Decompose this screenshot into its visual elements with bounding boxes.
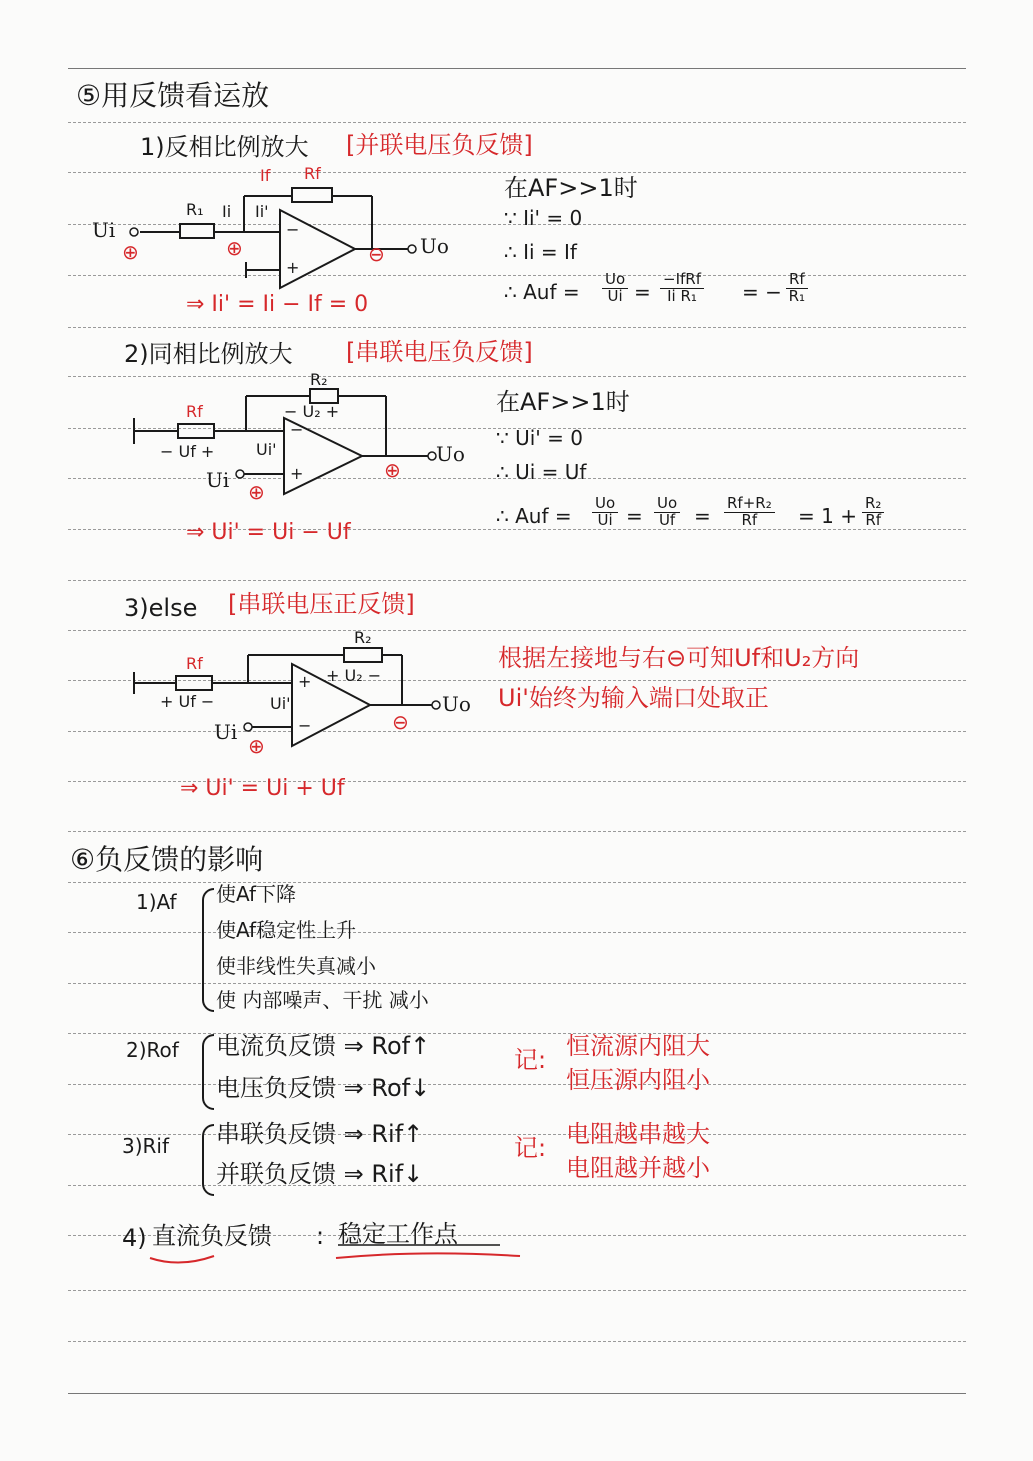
s2-r2-label: R₂ [310,370,328,389]
s2-condition: 在AF>>1时 [496,388,630,416]
s3-conclusion: ⇒ Ui' = Ui + Uf [180,776,345,801]
p3-note: 电阻越并越小 [566,1154,710,1182]
s2-minus-input: − [290,420,304,439]
s2-rf-resistor [178,424,214,438]
s2-fraction-1: $\frac{Uo}{Ui}$ [592,496,618,529]
s2-eq-1: = [626,504,643,528]
p1-brace [202,888,214,1012]
s3-ui-label: Ui [214,720,238,744]
s2-line2: ∴ Ui = Uf [496,460,587,484]
s1-line3-prefix: ∴ Auf = [504,280,580,304]
p1-item: 使Af下降 [216,882,297,906]
s1-title: 1)反相比例放大 [140,133,309,161]
s3-title: 3)else [124,594,198,622]
s3-r2-label: R₂ [354,628,372,647]
p4-stable-point: 稳定工作点 [338,1220,458,1248]
p1-label: 1)Af [136,890,177,914]
s3-uo-label: Uo [442,692,471,716]
s3-uf-label: + Uf − [160,692,215,711]
p2-label: 2)Rof [126,1038,179,1062]
underline-red [336,1253,520,1258]
s2-eq-3: = 1 + [798,504,857,528]
s3-feedback-tag: [串联电压正反馈] [228,590,415,618]
s1-ui-label: Ui [92,218,116,242]
s2-line1: ∵ Ui' = 0 [496,426,583,450]
s1-plus-input: + [286,258,300,277]
p2-item: 电流负反馈 ⇒ Rof↑ [216,1032,431,1060]
p3-memo: 记: [514,1134,547,1162]
s2-pos-mark: ⊕ [248,480,265,504]
s3-rf-resistor [176,676,212,690]
s2-title: 2)同相比例放大 [124,340,293,368]
s1-pos-mark: ⊕ [122,240,139,264]
p1-item: 使 内部噪声、干扰 减小 [216,988,429,1012]
p2-note: 恒压源内阻小 [566,1066,710,1094]
s1-minus-input: − [286,220,300,239]
s3-rf-label: Rf [186,654,203,673]
p3-note: 电阻越串越大 [566,1120,710,1148]
p2-memo: 记: [514,1046,547,1074]
s1-line2: ∴ Ii = If [504,240,577,264]
p3-brace [202,1124,214,1196]
s3-u2-label: + U₂ − [326,666,382,685]
s3-note-1: 根据左接地与右⊖可知Uf和U₂方向 [498,644,860,672]
s2-fraction-4: $\frac{\text{R₂}}{Rf}$ [862,496,884,529]
s3-note-2: Ui'始终为输入端口处取正 [498,684,769,712]
p2-item: 电压负反馈 ⇒ Rof↓ [216,1074,431,1102]
s2-eq-2: = [694,504,711,528]
s3-pos-mark: ⊕ [248,734,265,758]
p3-item: 串联负反馈 ⇒ Rif↑ [216,1120,424,1148]
s3-uip-label: Ui' [270,694,291,713]
s2-pos-mark-out: ⊕ [384,458,401,482]
s1-if-label: If [260,166,271,185]
p3-item: 并联负反馈 ⇒ Rif↓ [216,1160,424,1188]
underline-red [150,1256,214,1263]
s1-r1-label: R₁ [186,200,204,219]
s1-fraction-1: $\frac{Uo}{Ui}$ [602,272,628,305]
s1-fraction-3: $\frac{Rf}{\text{R₁}}$ [786,272,808,305]
s1-line1: ∵ Ii' = 0 [504,206,583,230]
s1-pos-mark-2: ⊕ [226,236,243,260]
s1-ii-label: Ii [222,202,232,221]
s1-eq-1: = [634,280,651,304]
s1-eq-2: = − [742,280,782,304]
s2-fraction-3: $\frac{\text{Rf+R₂}}{Rf}$ [724,496,775,529]
s1-conclusion: ⇒ Ii' = Ii − If = 0 [186,292,369,317]
s2-plus-input: + [290,464,304,483]
p2-brace [202,1034,214,1110]
p1-item: 使Af稳定性上升 [216,918,357,942]
s2-ui-label: Ui [206,468,230,492]
s1-rf-resistor [292,188,332,202]
s2-line3-prefix: ∴ Auf = [496,504,572,528]
section6-title: ⑥负反馈的影响 [70,843,264,876]
s3-minus-input: − [298,716,312,735]
s3-r2-resistor [344,648,382,662]
s2-uf-label: − Uf + [160,442,215,461]
s1-feedback-tag: [并联电压负反馈] [346,131,533,159]
p4-dc-feedback: 直流负反馈 [152,1222,272,1250]
p4-label: 4) [122,1224,147,1252]
s2-rf-label: Rf [186,402,203,421]
s2-uip-label: Ui' [256,440,277,459]
p2-note: 恒流源内阻大 [566,1032,710,1060]
section5-title: ⑤用反馈看运放 [76,79,270,112]
s2-feedback-tag: [串联电压负反馈] [346,338,533,366]
s2-fraction-2: $\frac{Uo}{Uf}$ [654,496,680,529]
s2-u2-label: − U₂ + [284,402,340,421]
s3-neg-mark: ⊖ [392,710,409,734]
s1-neg-mark: ⊖ [368,242,385,266]
p3-label: 3)Rif [122,1134,170,1158]
s1-uo-label: Uo [420,234,449,258]
s2-conclusion: ⇒ Ui' = Ui − Uf [186,520,351,545]
p4-colon: : [316,1222,325,1250]
s1-r1-resistor [180,224,214,238]
s2-uo-label: Uo [436,442,465,466]
s1-rf-label: Rf [304,164,321,183]
s3-plus-input: + [298,672,312,691]
s1-fraction-2: −IfRf Ii R₁ [660,272,704,305]
s1-iip-label: Ii' [255,202,269,221]
s1-condition: 在AF>>1时 [504,174,638,202]
s2-r2-resistor [310,389,338,403]
p1-item: 使非线性失真减小 [216,954,376,978]
